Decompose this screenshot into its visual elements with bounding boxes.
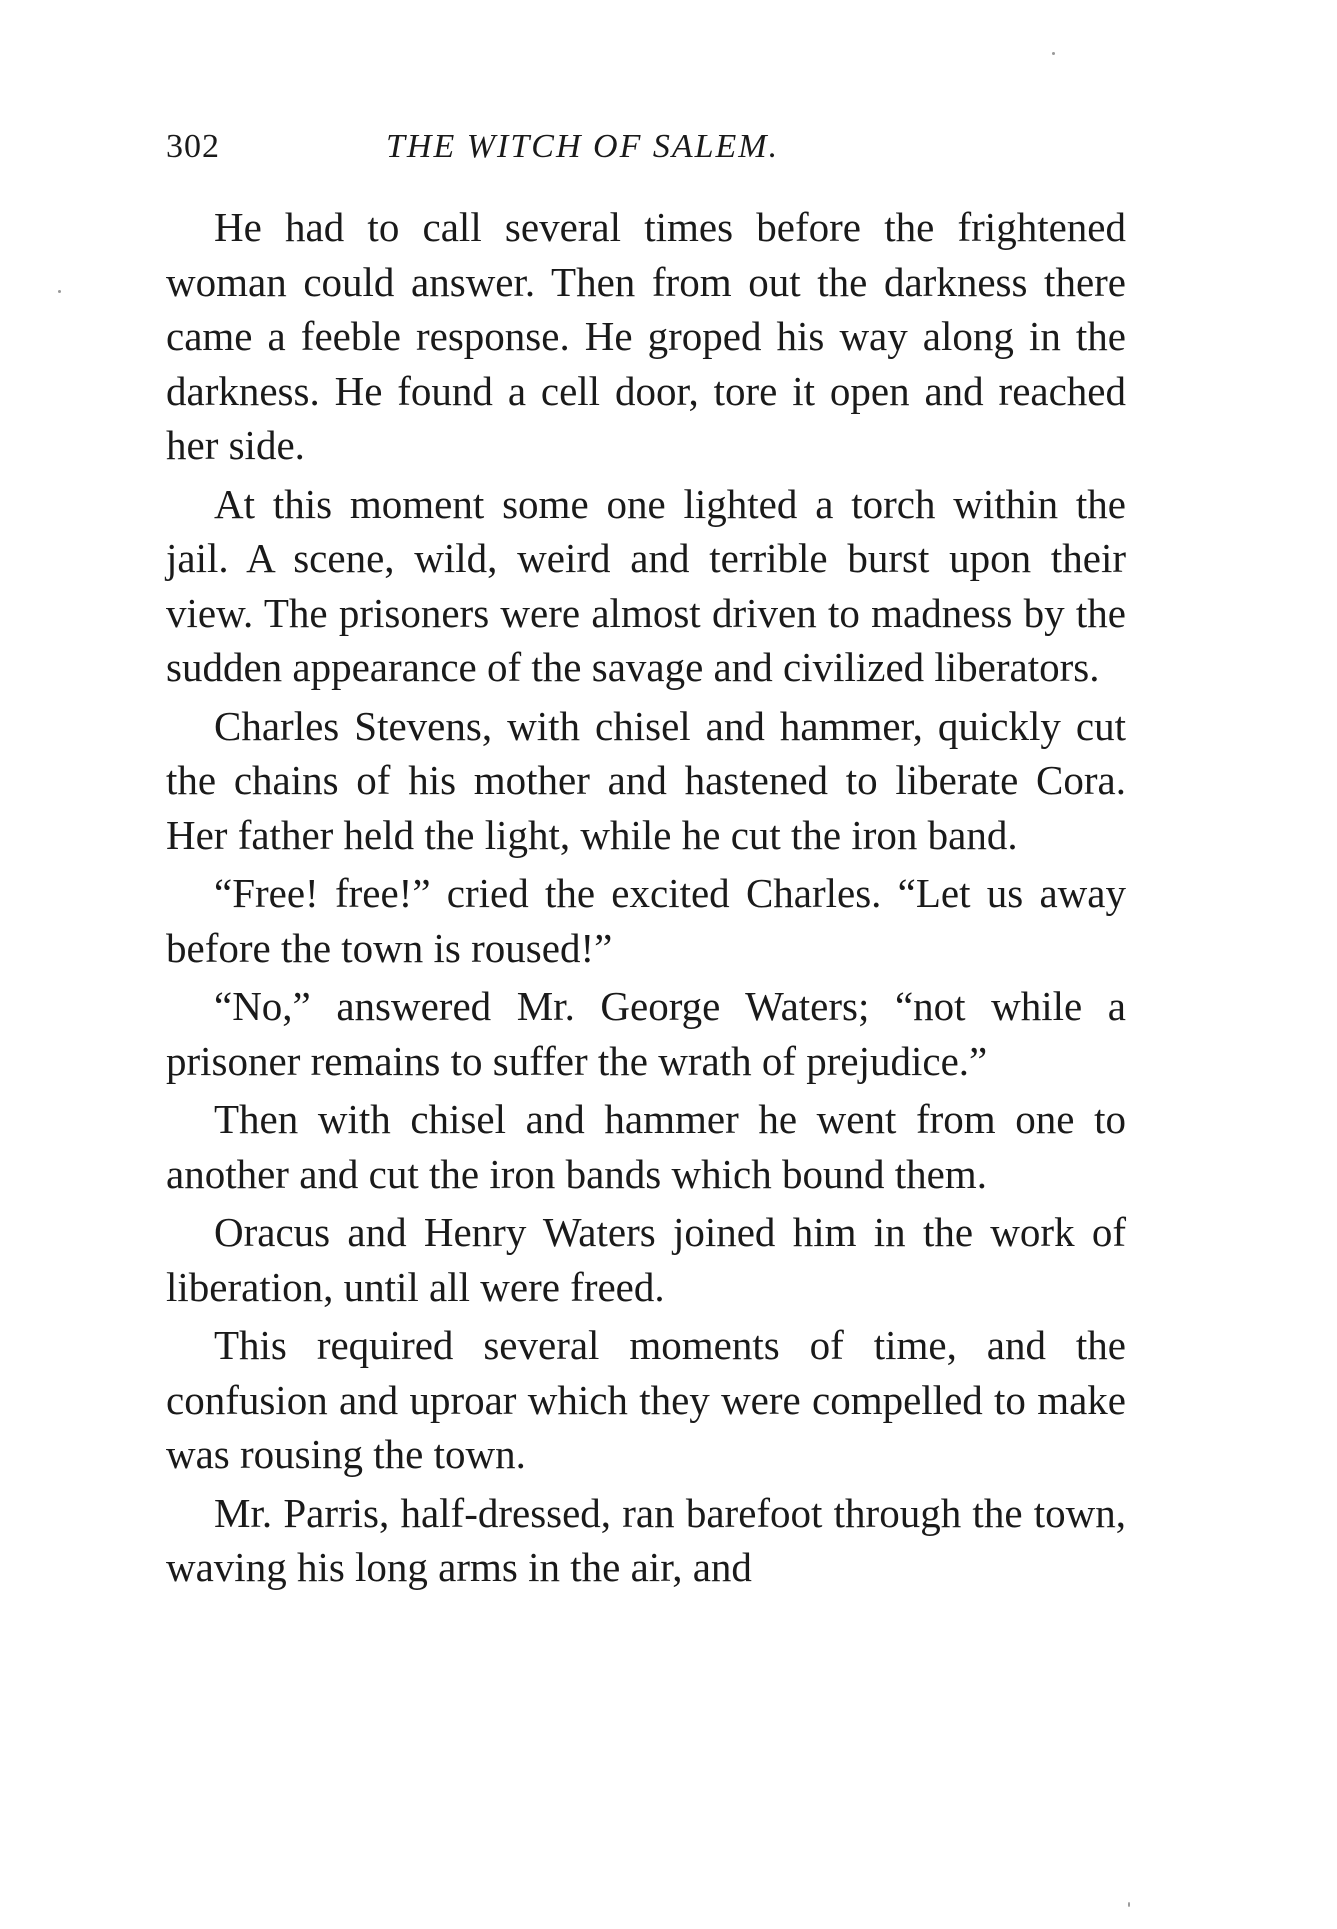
paragraph: Mr. Parris, half-dressed, ran barefoot through the town, waving his long arms in the air, and [166, 1489, 1126, 1590]
paragraph: This required several moments of time, and the confusion and uproar which they were compelled to make was rousing the town. [166, 1322, 1126, 1477]
page-header [166, 128, 1126, 178]
paper-speck [1052, 52, 1055, 55]
paragraph: At this moment some one lighted a torch within the jail. A scene, wild, weird and terrible burst upon their view. The prisoners were almost driven to madness by the sudden appearance of the savage and civilized liberators. [166, 480, 1126, 690]
paragraph: “No,” answered Mr. George Waters; “not while a prisoner remains to suffer the wrath of prejudice.” [166, 983, 1126, 1084]
paragraph: “Free! free!” cried the excited Charles. “Let us away before the town is roused!” [166, 870, 1126, 971]
paragraph: Oracus and Henry Waters joined him in the work of liberation, until all were freed. [166, 1209, 1126, 1310]
paragraph: Then with chisel and hammer he went from one to another and cut the iron bands which bound them. [166, 1096, 1126, 1197]
paper-speck [1128, 1902, 1130, 1907]
paragraph: He had to call several times before the frightened woman could answer. Then from out the darkness there came a feeble response. He groped his way along in the darkness. He found a cell door, tore it open and reached her side. [166, 204, 1126, 468]
paragraph: Charles Stevens, with chisel and hammer, quickly cut the chains of his mother and hastened to liberate Cora. Her father held the light, while he cut the iron band. [166, 702, 1126, 858]
running-title: THE WITCH OF SALEM. [386, 128, 780, 165]
paper-speck [58, 290, 61, 293]
page-number: 302 [166, 128, 220, 165]
body-text [166, 200, 1126, 1599]
